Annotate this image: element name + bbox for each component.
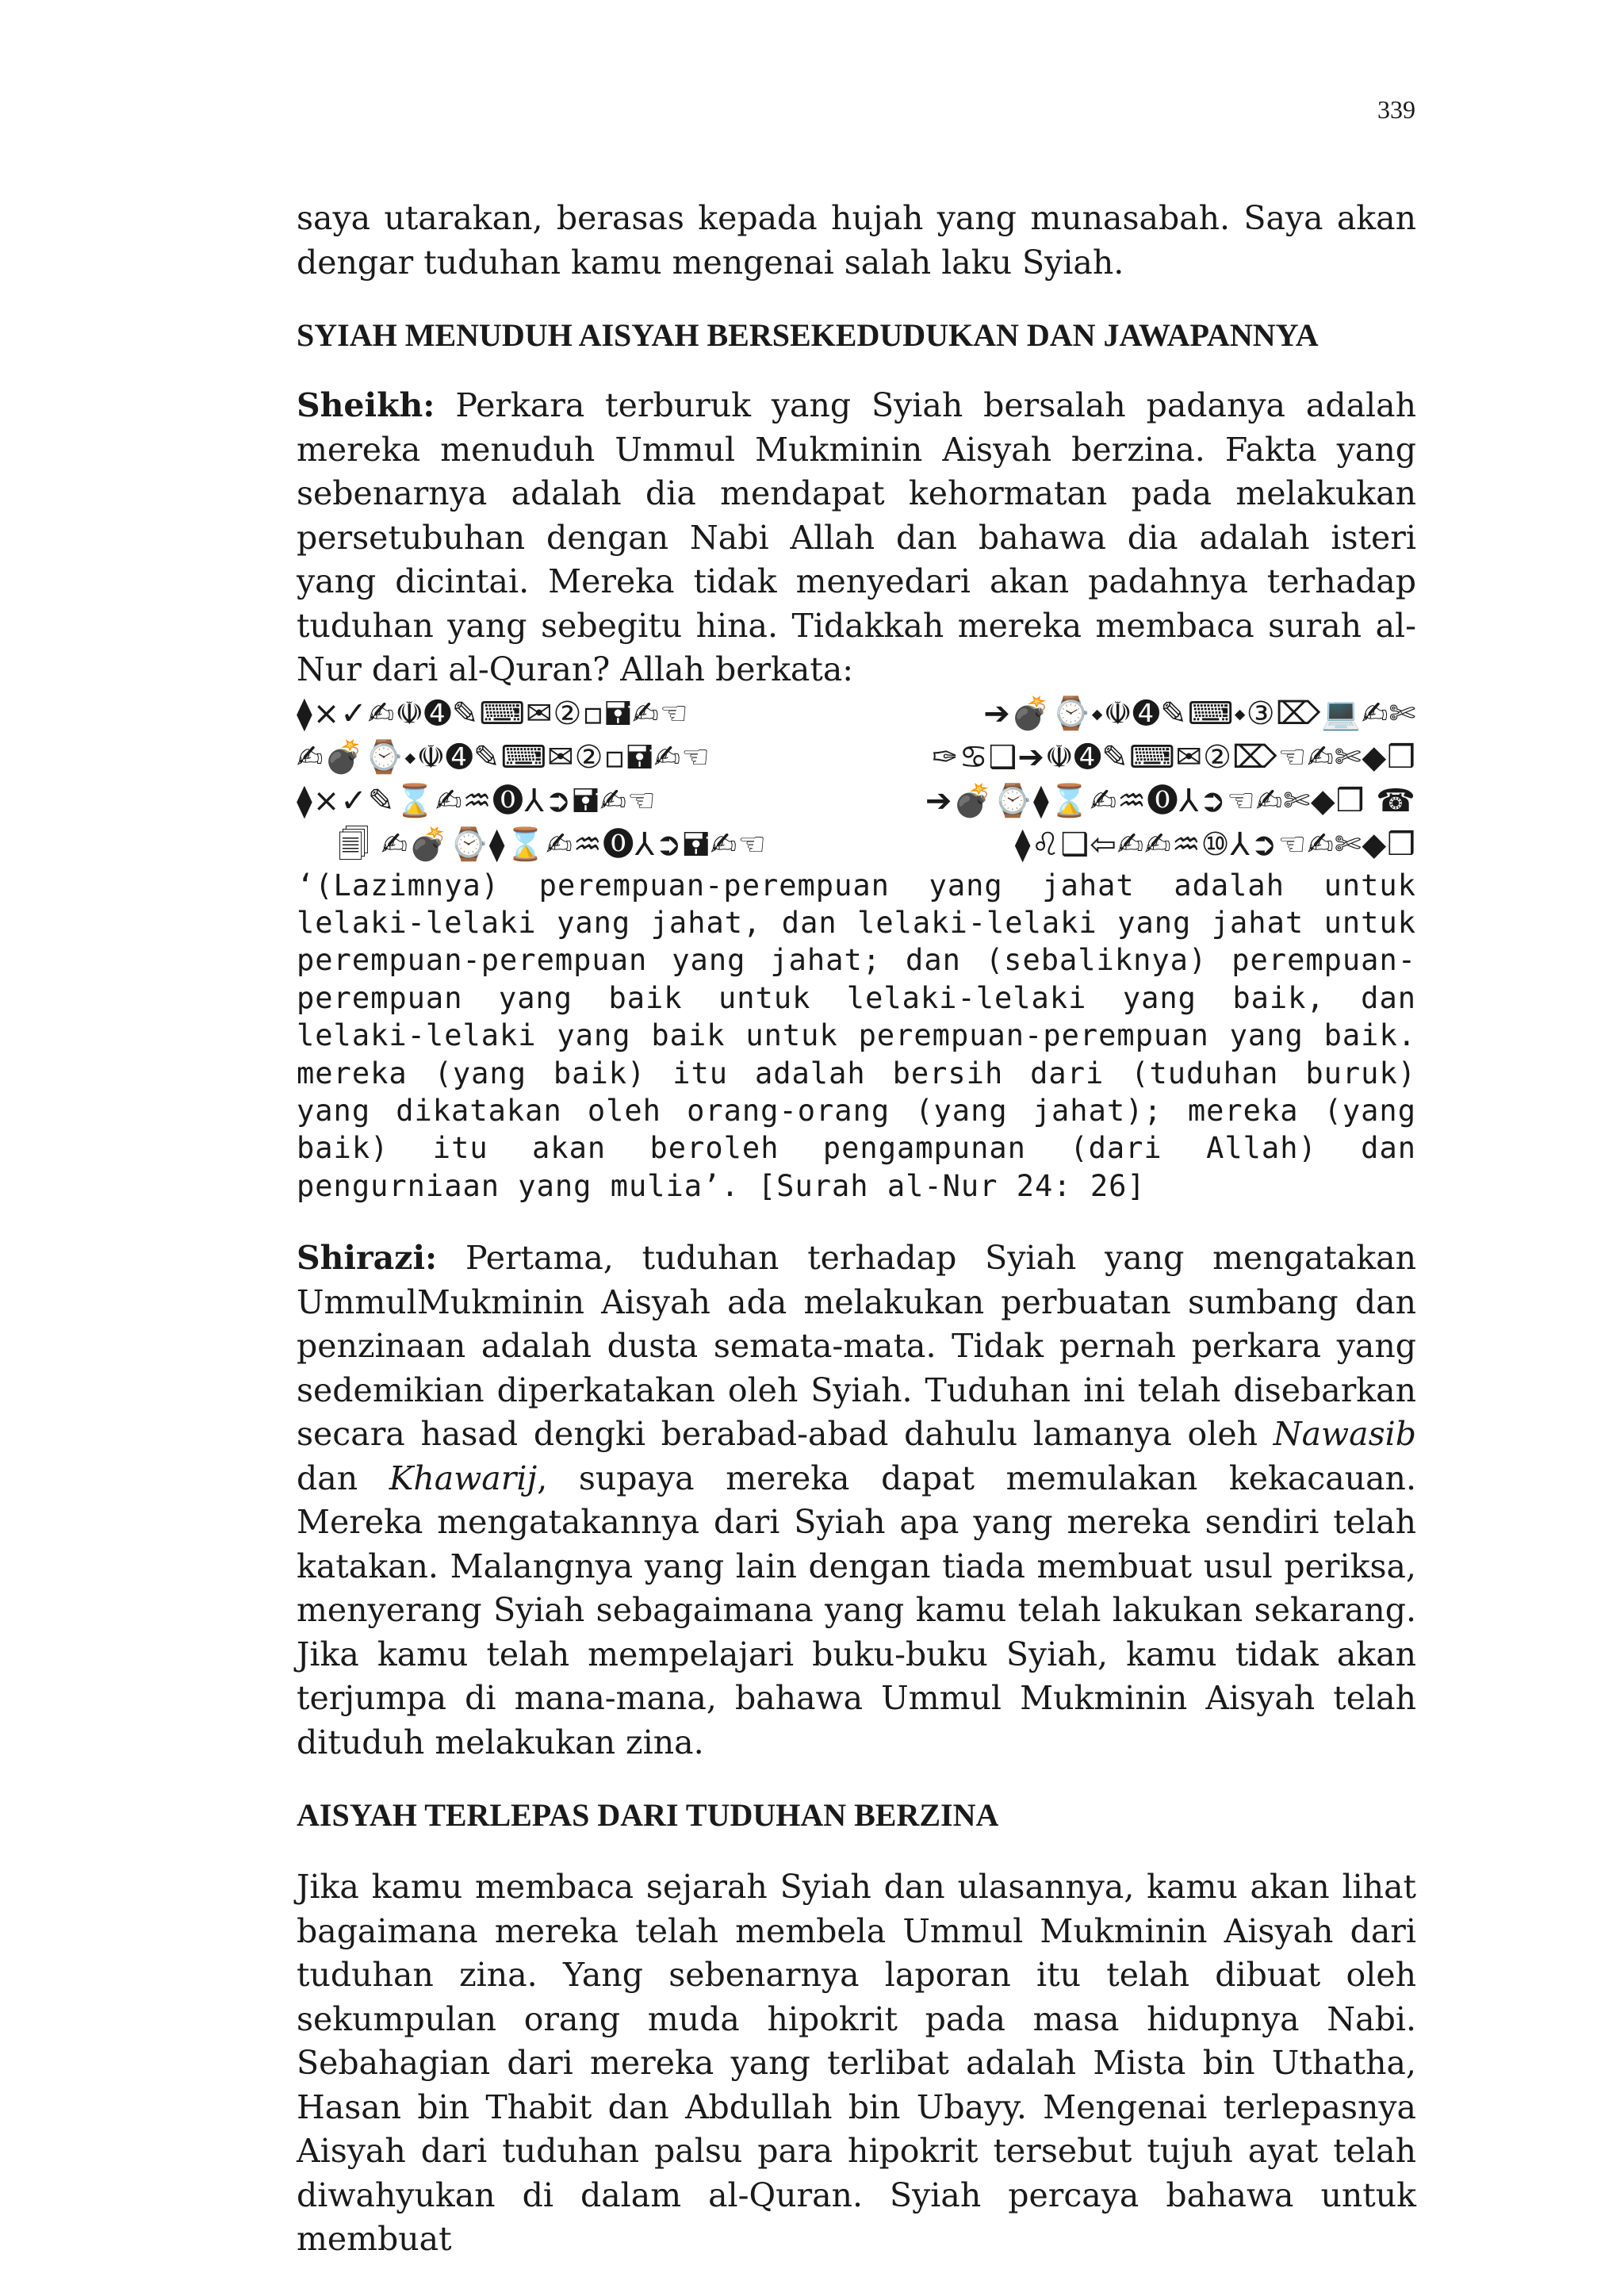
shirazi-paragraph: Shirazi: Pertama, tuduhan terhadap Syiah yang mengatakan UmmulMukminin Aisyah ada melakukan perbuatan sumbang dan penzinaan adalah dusta semata-mata. Tidak pernah perkara yang sedemikian diperkatakan oleh Syiah. Tuduhan ini telah disebarkan secara hasad dengki berabad-abad dahulu lamanya oleh Nawasib dan Khawarij, supaya mereka dapat memulakan kekacauan. Mereka mengatakannya dari Syiah apa yang mereka sendiri telah katakan. Malangnya yang lain dengan tiada membuat usul periksa, menyerang Syiah sebagaimana yang kamu telah lakukan sekarang. Jika kamu telah mempelajari buku-buku Syiah, kamu tidak akan terjumpa di mana-mana, bahawa Ummul Mukminin Aisyah telah dituduh melakukan zina. bbox=[297, 1239, 1416, 1761]
intro-paragraph: saya utarakan, berasas kepada hujah yang munasabah. Saya akan dengar tuduhan kamu mengenai salah laku Syiah. bbox=[297, 199, 1416, 282]
italic-term: Nawasib bbox=[1273, 1415, 1416, 1454]
italic-term: Khawarij bbox=[389, 1458, 538, 1497]
arabic-line: 🗐 ✍💣⌚⧫⌛✍♒⓿⅄➲🖬✍☜ ⧫♌❑⇦✍✍♒⑩⅄➲☜✍✄◆❒ bbox=[338, 826, 1416, 863]
section-heading-2: AISYAH TERLEPAS DARI TUDUHAN BERZINA bbox=[297, 1797, 999, 1834]
arabic-line: ⧫×✓✍☫➍✎⌨✉②▫🖬✍☜ ➔💣⌚⬩☫➍✎⌨⬩③⌦💻✍✄ bbox=[297, 695, 1416, 732]
arabic-line: ⧫×✓✎⌛✍♒⓿⅄➲🖬✍☜ ➔💣⌚⧫⌛✍♒⓿⅄➲☜✍✄◆❒ ☎ bbox=[297, 782, 1416, 819]
sheikh-paragraph bbox=[297, 384, 1416, 692]
final-paragraph: Jika kamu membaca sejarah Syiah dan ulasannya, kamu akan lihat bagaimana mereka telah membela Ummul Mukminin Aisyah dari tuduhan zina. Yang sebenarnya laporan itu telah dibuat oleh sekumpulan orang muda hipokrit pada masa hidupnya Nabi. Sebahagian dari mereka yang terlibat adalah Mista bin Uthatha, Hasan bin Thabit dan Abdullah bin Ubayy. Mengenai terlepasnya Aisyah dari tuduhan palsu para hipokrit tersebut tujuh ayat telah diwahyukan di dalam al-Quran. Syiah percaya bahawa untuk membuat bbox=[297, 1868, 1416, 2259]
arabic-line: ✍💣⌚⬩☫➍✎⌨✉②▫🖬✍☜ ✑♋❑➔☫➍✎⌨✉②⌦☜✍✄◆❒ bbox=[297, 738, 1416, 776]
speaker-label-shirazi: Shirazi: bbox=[297, 1239, 438, 1278]
verse-translation: ‘(Lazimnya) perempuan-perempuan yang jahat adalah untuk lelaki-lelaki yang jahat, dan lelaki-lelaki yang jahat untuk perempuan-perempuan yang jahat; dan (sebaliknya) perempuan-perempuan yang baik untuk lelaki-lelaki yang baik, dan lelaki-lelaki yang baik untuk perempuan-perempuan yang baik. mereka (yang baik) itu adalah bersih dari (tuduhan buruk) yang dikatakan oleh orang-orang (yang jahat); mereka (yang baik) itu akan beroleh pengampunan (dari Allah) dan pengurniaan yang mulia’. [Surah al-Nur 24: 26] bbox=[297, 868, 1416, 1203]
page-number: 339 bbox=[1377, 95, 1415, 124]
sheikh-text: Perkara terburuk yang Syiah bersalah padanya adalah mereka menuduh Ummul Mukminin Aisyah berzina. Fakta yang sebenarnya adalah dia mendapat kehormatan pada melakukan persetubuhan dengan Nabi Allah dan bahawa dia adalah isteri yang dicintai. Mereka tidak menyedari akan padahnya terhadap tuduhan yang sebegitu hina. Tidakkah mereka membaca surah al-Nur dari al-Quran? Allah berkata: bbox=[297, 386, 1416, 688]
page-body bbox=[297, 197, 1416, 2262]
quran-verse-arabic bbox=[297, 692, 1416, 867]
section-heading-1: SYIAH MENUDUH AISYAH BERSEKEDUDUKAN DAN JAWAPANNYA bbox=[297, 317, 1319, 353]
speaker-label-sheikh: Sheikh: bbox=[297, 386, 435, 424]
